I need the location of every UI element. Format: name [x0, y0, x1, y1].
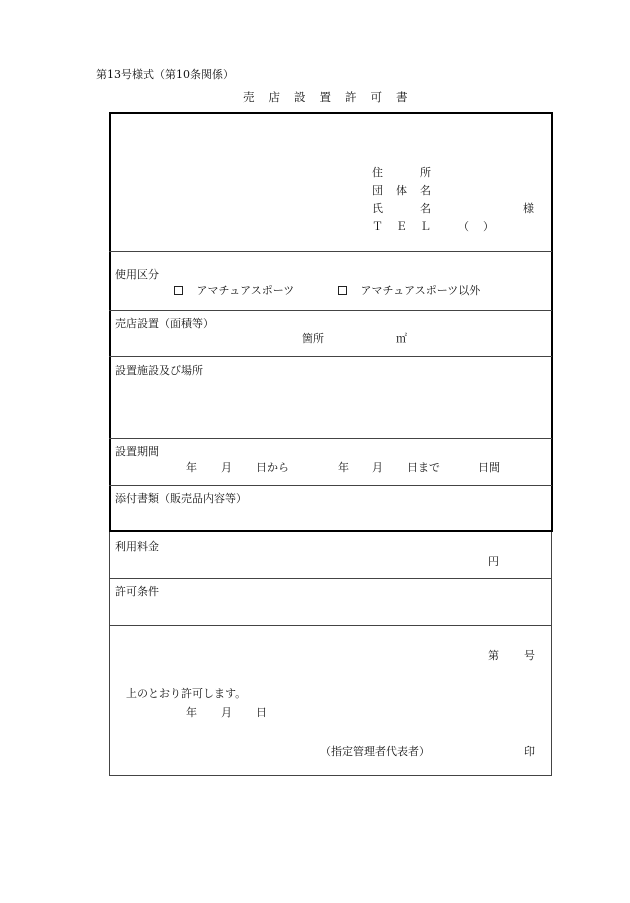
- permit-day: 日: [256, 706, 267, 719]
- period-year-to: 年: [338, 461, 349, 474]
- period-month-to: 月: [372, 461, 383, 474]
- facility-label: 設置施設及び場所: [115, 364, 203, 377]
- permit-no-prefix: 第: [488, 649, 499, 662]
- document-title: [243, 89, 422, 105]
- tel-paren-close: ）: [483, 220, 494, 233]
- honorific: 様: [523, 202, 534, 215]
- title-char: 可: [370, 90, 383, 104]
- attachments-label: 添付書類（販売品内容等）: [115, 492, 247, 505]
- row-divider: [109, 578, 552, 579]
- permit-no-suffix: 号: [524, 649, 535, 662]
- title-char: 書: [396, 90, 409, 104]
- row-divider: [109, 251, 552, 252]
- period-label: 設置期間: [115, 445, 159, 458]
- seal-mark: 印: [524, 745, 535, 758]
- fee-unit: 円: [488, 555, 499, 568]
- tel-paren-open: （: [458, 220, 469, 233]
- period-year-from: 年: [186, 461, 197, 474]
- title-char: 売: [243, 90, 256, 104]
- row-divider: [109, 485, 552, 486]
- title-char: 設: [294, 90, 307, 104]
- row-divider: [109, 438, 552, 439]
- usage-label: 使用区分: [115, 268, 159, 281]
- org-label-3: 名: [420, 184, 431, 197]
- permit-year: 年: [186, 706, 197, 719]
- usage-option-other-label: アマチュアスポーツ以外: [360, 284, 481, 297]
- checkbox-icon[interactable]: [338, 286, 347, 295]
- row-divider: [109, 310, 552, 311]
- shop-count-unit: 箇所: [302, 332, 324, 345]
- permit-month: 月: [221, 706, 232, 719]
- title-char: 許: [345, 90, 358, 104]
- period-day-to: 日まで: [407, 461, 440, 474]
- form-number: 第13号様式（第10条関係）: [96, 68, 234, 81]
- tel-label-2: Ｅ: [396, 220, 407, 233]
- fee-label: 利用料金: [115, 540, 159, 553]
- title-char: 店: [268, 90, 281, 104]
- shop-area-unit: ㎡: [396, 332, 407, 345]
- name-label-2: 名: [420, 202, 431, 215]
- period-day-from: 日から: [256, 461, 289, 474]
- period-days: 日間: [478, 461, 500, 474]
- org-label-2: 体: [396, 184, 407, 197]
- conditions-label: 許可条件: [115, 585, 159, 598]
- title-char: 置: [319, 90, 332, 104]
- shop-label: 売店設置（面積等）: [115, 317, 214, 330]
- usage-option-amateur-label: アマチュアスポーツ: [196, 284, 295, 297]
- usage-option-amateur[interactable]: [174, 282, 294, 298]
- period-month-from: 月: [221, 461, 232, 474]
- representative-label: （指定管理者代表者）: [320, 745, 430, 758]
- row-divider: [109, 356, 552, 357]
- form-border: [109, 112, 552, 776]
- row-divider: [109, 625, 552, 626]
- permit-statement: 上のとおり許可します。: [126, 687, 247, 700]
- address-label-2: 所: [420, 166, 431, 179]
- checkbox-icon[interactable]: [174, 286, 183, 295]
- name-label-1: 氏: [372, 202, 383, 215]
- tel-label-3: Ｌ: [420, 220, 431, 233]
- address-label-1: 住: [372, 166, 383, 179]
- tel-label-1: Ｔ: [372, 220, 383, 233]
- usage-option-other[interactable]: [338, 282, 480, 298]
- org-label-1: 団: [372, 184, 383, 197]
